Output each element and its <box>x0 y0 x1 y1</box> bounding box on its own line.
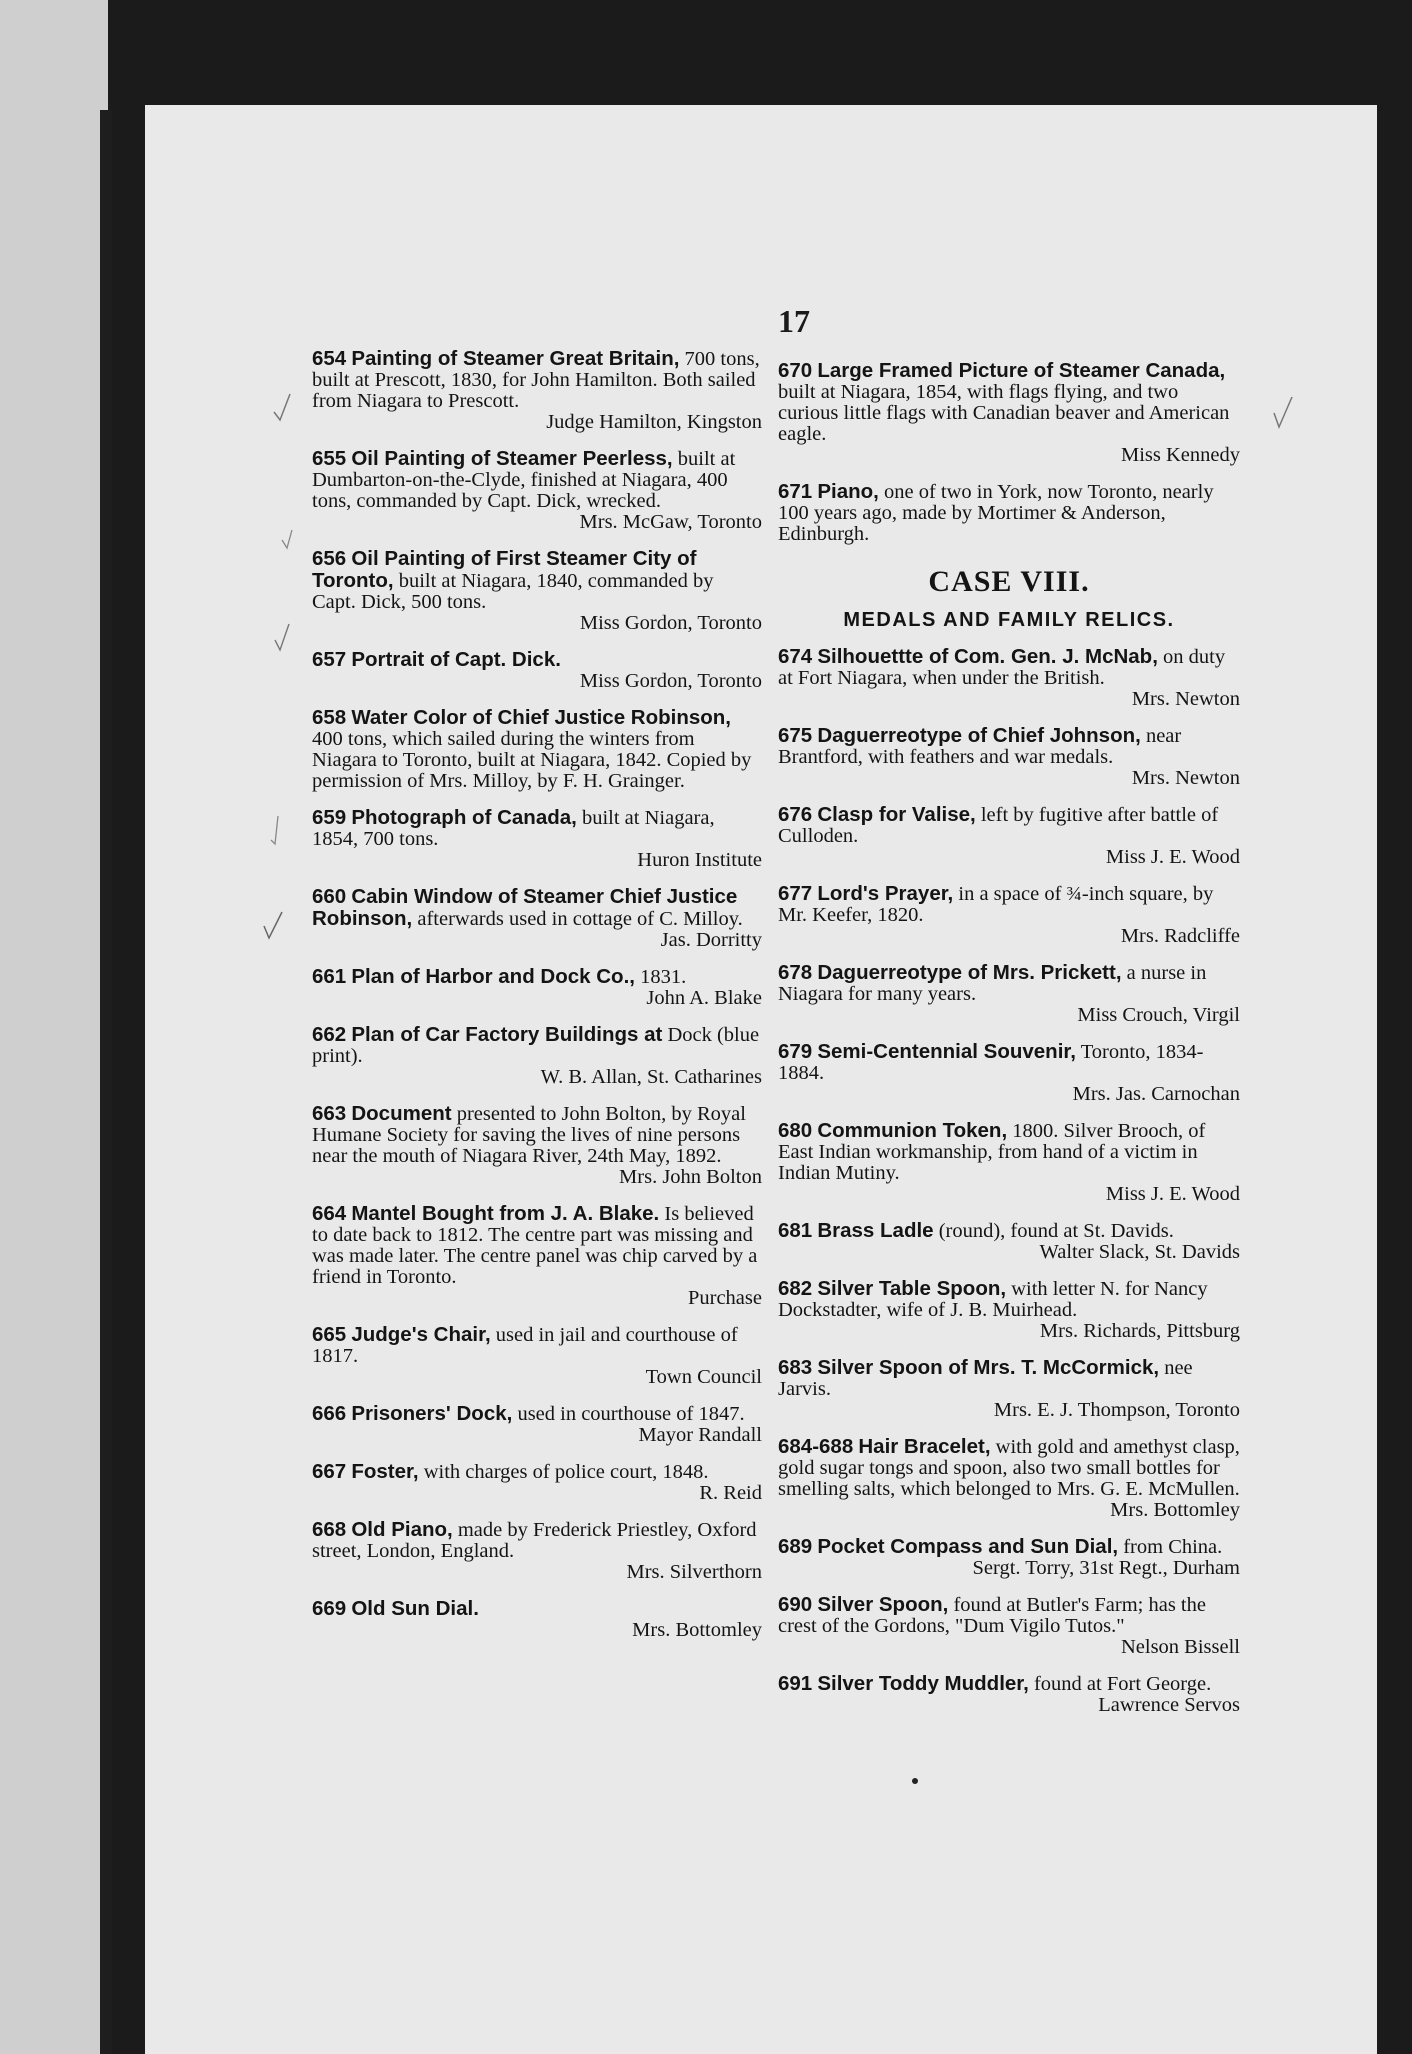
entry-number: 655 <box>312 447 347 470</box>
catalog-entry <box>778 1673 1240 1716</box>
entry-title: Document <box>351 1102 452 1125</box>
entry-donor: Mrs. John Bolton <box>619 1166 762 1188</box>
entry-title: Piano, <box>817 480 879 503</box>
entry-description: with charges of police court, 1848. <box>423 1461 709 1483</box>
entry-donor: Mrs. Bottomley <box>632 1619 762 1641</box>
catalog-entry <box>312 1024 762 1088</box>
catalog-entry <box>312 886 762 951</box>
pencil-check-mark <box>272 620 294 656</box>
entry-description: found at Butler's Farm; has the crest of the Gordons, "Dum Vigilo Tutos." <box>778 1594 1206 1637</box>
catalog-entry <box>312 1461 762 1504</box>
catalog-entry <box>778 646 1240 710</box>
entry-title: Silver Toddy Muddler, <box>817 1672 1029 1695</box>
entry-title: Silver Spoon of Mrs. T. McCormick, <box>817 1356 1160 1379</box>
entry-number: 682 <box>778 1277 813 1300</box>
entry-number: 670 <box>778 359 813 382</box>
entry-donor: R. Reid <box>699 1482 762 1504</box>
entry-title: Judge's Chair, <box>351 1323 491 1346</box>
entry-number: 657 <box>312 648 347 671</box>
catalog-entry <box>778 1536 1240 1579</box>
entry-number: 679 <box>778 1040 813 1063</box>
entry-title: Daguerreotype of Mrs. Prickett, <box>817 961 1122 984</box>
book-spine <box>100 110 112 2054</box>
entry-description: Dock (blue print). <box>312 1024 760 1067</box>
entry-description: in a space of ¾-inch square, by Mr. Keefer, 1820. <box>778 883 1214 926</box>
entry-description: built at Niagara, 1840, commanded by Capt. Dick, 500 tons. <box>312 570 714 613</box>
entry-donor: Town Council <box>645 1366 762 1388</box>
entry-donor: Mrs. McGaw, Toronto <box>579 511 762 533</box>
entry-donor: Judge Hamilton, Kingston <box>546 411 762 433</box>
entry-title: Water Color of Chief Justice Robinson, <box>351 706 731 729</box>
entry-donor: Sergt. Torry, 31st Regt., Durham <box>972 1557 1240 1579</box>
entry-title: Oil Painting of First Steamer City of Toronto, <box>312 547 697 592</box>
entry-description: (round), found at St. Davids. <box>938 1220 1174 1242</box>
entry-donor: Miss J. E. Wood <box>1105 846 1240 868</box>
entry-title: Hair Bracelet, <box>858 1435 991 1458</box>
entry-description: built at Niagara, 1854, 700 tons. <box>312 807 715 850</box>
entry-donor: Mrs. Newton <box>1131 767 1240 789</box>
catalog-entry <box>312 966 762 1009</box>
entry-description: used in courthouse of 1847. <box>517 1403 745 1425</box>
entry-donor: Miss J. E. Wood <box>1105 1183 1240 1205</box>
catalog-entry <box>778 1357 1240 1421</box>
entry-donor: Walter Slack, St. Davids <box>1039 1241 1240 1263</box>
entry-donor: Miss Gordon, Toronto <box>579 612 762 634</box>
entry-title: Oil Painting of Steamer Peerless, <box>351 447 673 470</box>
catalog-entry <box>778 1041 1240 1105</box>
entry-description: with letter N. for Nancy Dockstadter, wife of J. B. Muirhead. <box>778 1278 1208 1321</box>
entry-donor: Huron Institute <box>637 849 762 871</box>
left-column <box>312 348 762 1656</box>
entry-description: presented to John Bolton, by Royal Humane Society for saving the lives of nine persons near the mouth of Niagara River, 24th May, 1892. <box>312 1103 746 1167</box>
right-column-top <box>778 360 1240 545</box>
entry-title: Photograph of Canada, <box>351 806 577 829</box>
entry-donor: Mrs. Bottomley <box>1110 1499 1240 1521</box>
entry-title: Silver Spoon, <box>817 1593 949 1616</box>
entry-number: 691 <box>778 1672 813 1695</box>
entry-title: Semi-Centennial Souvenir, <box>817 1040 1076 1063</box>
entry-title: Foster, <box>351 1460 419 1483</box>
entry-description: found at Fort George. <box>1033 1673 1212 1695</box>
catalog-entry <box>312 1103 762 1188</box>
entry-title: Clasp for Valise, <box>817 803 976 826</box>
entry-donor: Mrs. Richards, Pittsburg <box>1039 1320 1240 1342</box>
entry-description: Is believed to date back to 1812. The centre part was missing and was made later. The centre panel was chip carved by a friend in Toronto. <box>312 1203 758 1288</box>
catalog-entry <box>778 725 1240 789</box>
page-number: 17 <box>778 303 810 339</box>
case-subheading: MEDALS AND FAMILY RELICS. <box>843 609 1175 631</box>
entry-title: Pocket Compass and Sun Dial, <box>817 1535 1119 1558</box>
entry-donor: Purchase <box>687 1287 762 1309</box>
catalog-entry <box>778 1220 1240 1263</box>
catalog-entry <box>778 481 1240 545</box>
case-heading: CASE VIII. <box>928 565 1090 598</box>
entry-number: 681 <box>778 1219 813 1242</box>
entry-description: near Brantford, with feathers and war medals. <box>778 725 1182 768</box>
entry-title: Communion Token, <box>817 1119 1008 1142</box>
entry-donor: Mrs. Radcliffe <box>1120 925 1240 947</box>
pencil-check-mark <box>272 390 294 426</box>
left-page-edge <box>0 0 108 2054</box>
catalog-entry <box>312 448 762 533</box>
entry-number: 658 <box>312 706 347 729</box>
catalog-entry <box>312 707 762 792</box>
catalog-entry <box>312 1403 762 1446</box>
entry-title: Daguerreotype of Chief Johnson, <box>817 724 1141 747</box>
entry-donor: Miss Kennedy <box>1120 444 1240 466</box>
entry-title: Plan of Harbor and Dock Co., <box>351 965 635 988</box>
entry-number: 666 <box>312 1402 347 1425</box>
entry-donor: Nelson Bissell <box>1120 1636 1240 1658</box>
ink-dot <box>912 1778 918 1784</box>
entry-description: nee Jarvis. <box>778 1357 1193 1400</box>
entry-title: Plan of Car Factory Buildings at <box>351 1023 663 1046</box>
entry-title: Brass Ladle <box>817 1219 934 1242</box>
entry-description: a nurse in Niagara for many years. <box>778 962 1207 1005</box>
entry-description: afterwards used in cottage of C. Milloy. <box>417 908 743 930</box>
catalog-entry <box>312 1203 762 1309</box>
catalog-entry <box>312 807 762 871</box>
entry-number: 667 <box>312 1460 347 1483</box>
entry-number: 664 <box>312 1202 347 1225</box>
right-column-bottom <box>778 646 1240 1716</box>
catalog-entry <box>312 548 762 634</box>
entry-number: 671 <box>778 480 813 503</box>
pencil-check-mark <box>262 908 284 944</box>
entry-description: built at Niagara, 1854, with flags flying, and two curious little flags with Canadian beaver and American eagle. <box>778 381 1230 445</box>
entry-title: Silver Table Spoon, <box>817 1277 1007 1300</box>
entry-description: Toronto, 1834-1884. <box>778 1041 1204 1084</box>
catalog-entry <box>778 804 1240 868</box>
entry-number: 674 <box>778 645 813 668</box>
catalog-entry <box>778 1436 1240 1521</box>
entry-description: one of two in York, now Toronto, nearly 100 years ago, made by Mortimer & Anderson, Edinburgh. <box>778 481 1214 545</box>
entry-donor: Mayor Randall <box>638 1424 762 1446</box>
entry-title: Portrait of Capt. Dick. <box>351 648 561 671</box>
entry-description: built at Dumbarton-on-the-Clyde, finished at Niagara, 400 tons, commanded by Capt. Dick, wrecked. <box>312 448 736 512</box>
entry-number: 656 <box>312 547 347 570</box>
entry-number: 654 <box>312 347 347 370</box>
catalog-entry <box>312 1519 762 1583</box>
entry-title: Old Piano, <box>351 1518 453 1541</box>
entry-description: from China. <box>1123 1536 1223 1558</box>
catalog-entry <box>778 1278 1240 1342</box>
entry-number: 663 <box>312 1102 347 1125</box>
pencil-check-mark <box>1272 395 1294 431</box>
entry-title: Old Sun Dial. <box>351 1597 479 1620</box>
entry-description: 400 tons, which sailed during the winters from Niagara to Toronto, built at Niagara, 1842. Copied by permission of Mrs. Milloy, by F. H. Grainger. <box>312 728 752 792</box>
entry-title: Large Framed Picture of Steamer Canada, <box>817 359 1226 382</box>
entry-donor: Mrs. Newton <box>1131 688 1240 710</box>
pencil-check-mark <box>266 810 288 846</box>
catalog-entry <box>312 348 762 433</box>
catalog-entry <box>778 1120 1240 1205</box>
right-column <box>778 360 1240 1731</box>
entry-donor: Jas. Dorritty <box>660 929 762 951</box>
entry-number: 678 <box>778 961 813 984</box>
entry-description: 1800. Silver Brooch, of East Indian workmanship, from hand of a victim in Indian Mutiny. <box>778 1120 1206 1184</box>
catalog-entry <box>312 1598 762 1641</box>
entry-number: 660 <box>312 885 347 908</box>
entry-number: 676 <box>778 803 813 826</box>
entry-number: 661 <box>312 965 347 988</box>
entry-donor: John A. Blake <box>646 987 762 1009</box>
entry-number: 662 <box>312 1023 347 1046</box>
entry-donor: Mrs. E. J. Thompson, Toronto <box>993 1399 1240 1421</box>
entry-title: Lord's Prayer, <box>817 882 954 905</box>
entry-title: Cabin Window of Steamer Chief Justice Robinson, <box>312 885 738 930</box>
entry-description: left by fugitive after battle of Culloden. <box>778 804 1219 847</box>
entry-number: 680 <box>778 1119 813 1142</box>
catalog-entry <box>778 883 1240 947</box>
entry-donor: Mrs. Jas. Carnochan <box>1072 1083 1240 1105</box>
catalog-entry <box>778 360 1240 466</box>
entry-title: Silhouettte of Com. Gen. J. McNab, <box>817 645 1158 668</box>
catalog-entry <box>778 962 1240 1026</box>
entry-number: 690 <box>778 1593 813 1616</box>
entry-description: with gold and amethyst clasp, gold sugar tongs and spoon, also two small bottles for smelling salts, which belonged to Mrs. G. E. McMullen. <box>778 1436 1240 1500</box>
entry-description: 700 tons, built at Prescott, 1830, for John Hamilton. Both sailed from Niagara to Prescott. <box>312 348 760 412</box>
entry-description: made by Frederick Priestley, Oxford street, London, England. <box>312 1519 757 1562</box>
entry-description: 1831. <box>640 966 687 988</box>
catalog-entry <box>312 649 762 692</box>
entry-donor: Miss Crouch, Virgil <box>1077 1004 1240 1026</box>
entry-number: 683 <box>778 1356 813 1379</box>
entry-number: 675 <box>778 724 813 747</box>
entry-description: on duty at Fort Niagara, when under the British. <box>778 646 1226 689</box>
entry-donor: Miss Gordon, Toronto <box>579 670 762 692</box>
entry-number: 668 <box>312 1518 347 1541</box>
entry-title: Mantel Bought from J. A. Blake. <box>351 1202 660 1225</box>
entry-donor: Mrs. Silverthorn <box>626 1561 762 1583</box>
entry-number: 677 <box>778 882 813 905</box>
pencil-check-mark <box>278 520 300 556</box>
entry-number: 689 <box>778 1535 813 1558</box>
entry-title: Painting of Steamer Great Britain, <box>351 347 680 370</box>
entry-number: 669 <box>312 1597 347 1620</box>
entry-number: 659 <box>312 806 347 829</box>
catalog-entry <box>312 1324 762 1388</box>
entry-title: Prisoners' Dock, <box>351 1402 513 1425</box>
entry-donor: Lawrence Servos <box>1098 1694 1240 1716</box>
entry-number: 665 <box>312 1323 347 1346</box>
entry-number: 684-688 <box>778 1435 854 1458</box>
catalog-entry <box>778 1594 1240 1658</box>
entry-description: used in jail and courthouse of 1817. <box>312 1324 738 1367</box>
entry-donor: W. B. Allan, St. Catharines <box>540 1066 762 1088</box>
